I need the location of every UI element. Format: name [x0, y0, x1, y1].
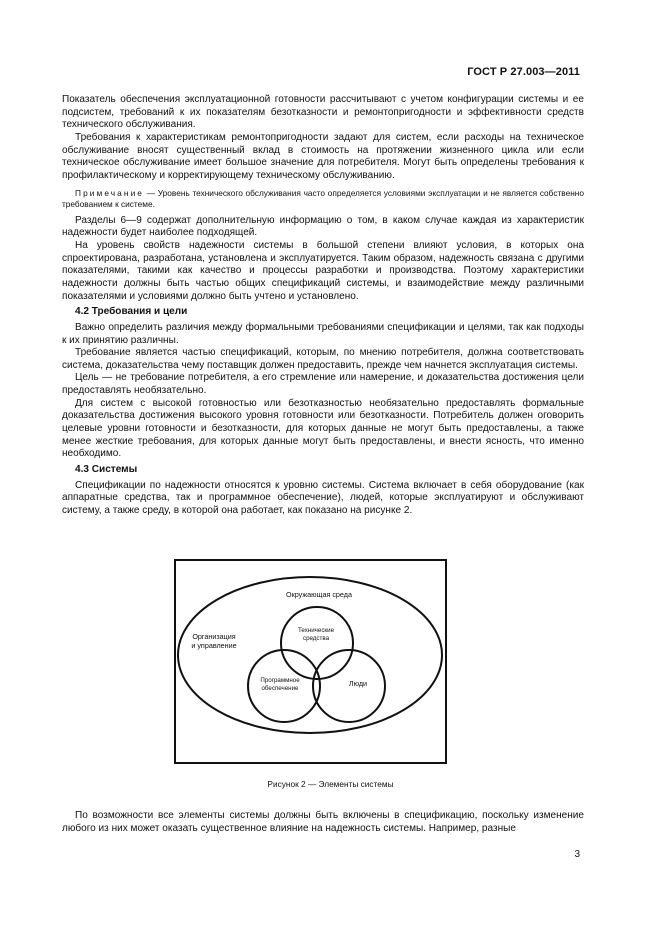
paragraph: По возможности все элементы системы должны быть включены в спецификацию, поскольку изменение любого из них может оказать существенное влияние на надежность системы. Например, разные	[62, 810, 584, 834]
figure-caption: Рисунок 2 — Элементы системы	[267, 779, 394, 789]
paragraph: Для систем с высокой готовностью или безотказностью необязательно предоставлять формальные доказательства достижения высокого уровня готовности или безотказности. Потребитель должен оговорить целевые уровни готовности и безотказности, для которых данные не могут быть предоставлены, а также менее жесткие требования, для которых данные могут быть предоставлены, и внести ясность, что именно необходимо.	[62, 397, 584, 460]
hardware-label-line1: Технические	[297, 627, 335, 634]
environment-label: Окружающая среда	[286, 590, 352, 599]
main-text-continued	[62, 810, 584, 835]
paragraph: Разделы 6—9 содержат дополнительную информацию о том, в каком случае каждая из характеристик надежности будет наиболее подходящей.	[62, 214, 584, 239]
section-heading-4-2: 4.2 Требования и цели	[75, 306, 188, 318]
paragraph: На уровень свойств надежности системы в большой степени влияют условия, в которых она спроектирована, разработана, установлена и эксплуатируется. Таким образом, надежность связана с другими показателями, такими как качество и процессы разработки и производства. Поэтому характеристики надежности должны быть частью общих спецификаций системы, и взаимодействие между различными показателями и условиями должно быть учтено и установлено.	[62, 239, 584, 302]
page-number: 3	[574, 849, 580, 860]
main-text	[62, 94, 584, 518]
note	[62, 188, 584, 210]
software-label-line2: обеспечение	[261, 685, 299, 692]
paragraph: Важно определить различия между формальными требованиями спецификации и целями, так как подходы к их принятию различны.	[62, 321, 584, 346]
paragraph: Спецификации по надежности относятся к уровню системы. Система включает в себя оборудование (как аппаратные средства, так и программное обеспечение), людей, которые эксплуатируют и обслуживают систему, а также среду, в которой она работает, как показано на рисунке 2.	[62, 479, 584, 517]
paragraph: Требования к характеристикам ремонтопригодности задают для систем, если расходы на техническое обслуживание вносят существенный вклад в стоимость на протяжении жизненного цикла или если техническое обслуживание имеет большое значение для потребителя. Могут быть определены требования к профилактическому и корректирующему техническому обслуживанию.	[62, 131, 584, 181]
document-id-header: ГОСТ Р 27.003—2011	[467, 66, 580, 78]
note-text: — Уровень технического обслуживания часто определяется условиями эксплуатации и не является собственно требованием к системе.	[62, 187, 584, 209]
system-elements-diagram	[174, 559, 447, 764]
paragraph: Цель — не требование потребителя, а его стремление или намерение, и доказательства достижения цели предоставлять необязательно.	[62, 372, 584, 397]
section-heading-4-3: 4.3 Системы	[75, 464, 138, 476]
organization-label-line1: Организация	[192, 632, 236, 641]
note-label: Примечание	[75, 187, 145, 198]
organization-label-line2: и управление	[191, 641, 237, 650]
software-label-line1: Программное	[260, 677, 300, 684]
paragraph: Показатель обеспечения эксплуатационной готовности рассчитывают с учетом конфигурации системы и ее подсистем, требований к их показателям безотказности и ремонтопригодности и эффективности средств технического обслуживания.	[62, 94, 584, 131]
diagram-svg	[176, 561, 445, 762]
people-label: Люди	[348, 679, 368, 688]
hardware-label-line2: средства	[302, 635, 330, 642]
paragraph: Требование является частью спецификаций, которым, по мнению потребителя, должна соответствовать система, доказательства чему поставщик должен предоставить, прежде чем начнется эксплуатация системы.	[62, 347, 584, 371]
